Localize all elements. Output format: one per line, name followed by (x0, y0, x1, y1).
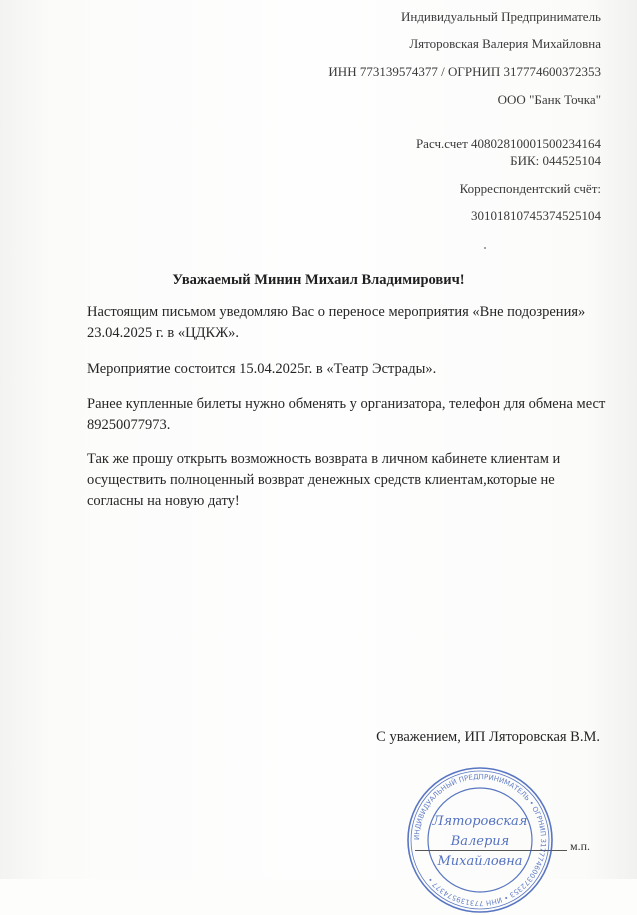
stamp-ring-text: ИНДИВИДУАЛЬНЫЙ ПРЕДПРИНИМАТЕЛЬ • ОГРНИП 317774600372353 • ИНН 773139574377 • (412, 772, 548, 908)
header-account: Расч.счет 40802810001500234164 (415, 136, 601, 151)
paragraph-ticket-exchange: Ранее купленные билеты нужно обменять у организатора, телефон для обмена мест 89250077973. (87, 396, 606, 433)
header-corr-account: 30101810745374525104 (471, 208, 601, 223)
header-inn-ogrnip: ИНН 773139574377 / ОГРНИП 317774600372353 (328, 64, 601, 79)
letter-greeting: Уважаемый Минин Михаил Владимирович! (172, 272, 465, 288)
header-owner-name: Ляторовская Валерия Михайловна (409, 36, 601, 51)
paper-speck (484, 247, 486, 249)
company-stamp (405, 765, 555, 915)
stamp-place-label: м.п. (570, 839, 591, 853)
header-bank-name: ООО "Банк Точка" (497, 92, 601, 107)
header-corr-label: Корреспондентский счёт: (459, 181, 601, 196)
paragraph-refund-request: Так же прошу открыть возможность возврата в личном кабинете клиентам и осуществить полноценный возврат денежных средств клиентам,которые не согласны на новую дату! (87, 451, 561, 509)
header-entity-type: Индивидуальный Предприниматель (400, 9, 601, 24)
signoff: С уважением, ИП Ляторовская В.М. (376, 729, 600, 745)
stamp-name-line1: Ляторовская (432, 814, 528, 829)
header-bik: БИК: 044525104 (510, 153, 601, 168)
paragraph-event-transfer: Настоящим письмом уведомляю Вас о переносе мероприятия «Вне подозрения» 23.04.2025 г. в «ЦДКЖ». (87, 304, 586, 341)
paragraph-new-venue: Мероприятие состоится 15.04.2025г. в «Театр Эстрады». (87, 361, 437, 377)
stamp-name-line2: Валерия (450, 834, 510, 849)
stamp-name-line3: Михайловна (437, 854, 523, 869)
